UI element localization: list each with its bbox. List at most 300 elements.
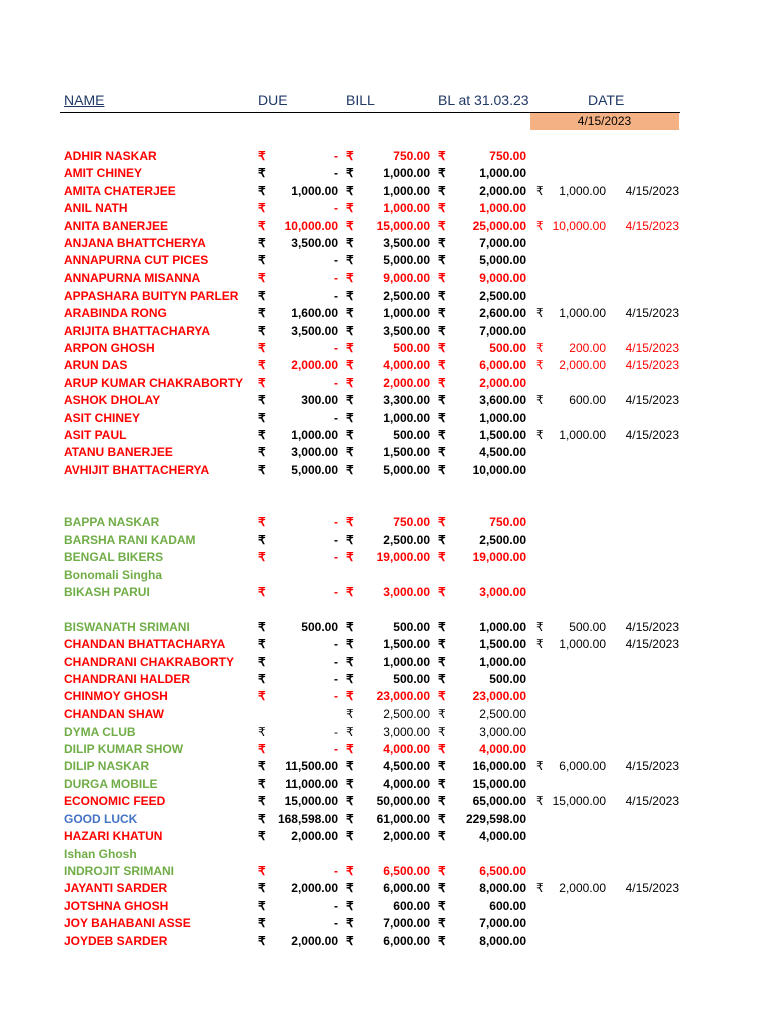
rupee-symbol: ₹ [258,463,266,477]
table-row [0,427,768,444]
row-due: - [334,672,338,686]
row-balance: 750.00 [489,515,526,529]
row-name: DILIP KUMAR SHOW [64,742,184,756]
row-name: BISWANATH SRIMANI [64,620,190,634]
rupee-symbol: ₹ [346,672,354,686]
row-due: 168,598.00 [277,812,338,826]
row-balance: 2,500.00 [479,289,526,303]
row-bill: 50,000.00 [376,794,430,808]
row-balance: 3,000.00 [479,725,526,739]
row-name: ASHOK DHOLAY [64,393,161,407]
row-paid: 500.00 [569,620,606,634]
rupee-symbol: ₹ [346,812,354,826]
row-paid: 2,000.00 [559,881,606,895]
rupee-symbol: ₹ [438,358,446,372]
rupee-symbol: ₹ [258,271,266,285]
row-balance: 25,000.00 [472,219,526,233]
rupee-symbol: ₹ [438,655,446,669]
row-name: ANJANA BHATTCHERYA [64,236,206,250]
rupee-symbol: ₹ [438,899,446,913]
row-name: DILIP NASKAR [64,759,150,773]
row-name: JAYANTI SARDER [64,881,168,895]
rupee-symbol: ₹ [438,184,446,198]
row-bill: 5,000.00 [383,463,430,477]
rupee-symbol: ₹ [258,411,266,425]
rupee-symbol: ₹ [438,463,446,477]
rupee-symbol: ₹ [258,725,266,739]
row-paid: 1,000.00 [559,184,606,198]
rupee-symbol: ₹ [258,759,266,773]
rupee-symbol: ₹ [438,672,446,686]
rupee-symbol: ₹ [346,742,354,756]
row-bill: 1,000.00 [383,184,430,198]
row-due: - [334,341,338,355]
table-row [0,758,768,775]
table-row [0,811,768,828]
row-due: - [334,533,338,547]
rupee-symbol: ₹ [346,934,354,948]
rupee-symbol: ₹ [438,324,446,338]
row-date: 4/15/2023 [625,341,679,355]
rupee-symbol: ₹ [258,515,266,529]
row-balance: 750.00 [489,149,526,163]
rupee-symbol: ₹ [438,166,446,180]
rupee-symbol: ₹ [438,515,446,529]
row-name: CHANDRANI CHAKRABORTY [64,655,234,669]
row-balance: 7,000.00 [479,236,526,250]
rupee-symbol: ₹ [346,166,354,180]
rupee-symbol: ₹ [258,289,266,303]
row-due: - [334,655,338,669]
row-bill: 2,500.00 [383,533,430,547]
row-balance: 2,600.00 [479,306,526,320]
rupee-symbol: ₹ [536,184,544,198]
rupee-symbol: ₹ [346,515,354,529]
rupee-symbol: ₹ [346,289,354,303]
row-name: CHINMOY GHOSH [64,689,168,703]
row-date: 4/15/2023 [625,428,679,442]
rupee-symbol: ₹ [438,550,446,564]
row-name: JOTSHNA GHOSH [64,899,169,913]
row-bill: 1,000.00 [383,166,430,180]
row-balance: 16,000.00 [472,759,526,773]
row-bill: 19,000.00 [376,550,430,564]
rupee-symbol: ₹ [346,864,354,878]
row-date: 4/15/2023 [625,358,679,372]
row-name: BIKASH PARUI [64,585,150,599]
table-row [0,340,768,357]
row-due: - [334,149,338,163]
rupee-symbol: ₹ [258,881,266,895]
row-bill: 1,500.00 [383,637,430,651]
rupee-symbol: ₹ [438,934,446,948]
table-row [0,514,768,531]
row-name: ATANU BANERJEE [64,445,173,459]
table-row [0,863,768,880]
row-balance: 23,000.00 [472,689,526,703]
row-balance: 15,000.00 [472,777,526,791]
row-balance: 7,000.00 [479,324,526,338]
row-bill: 2,500.00 [383,707,430,721]
row-due: 2,000.00 [291,881,338,895]
table-row [0,410,768,427]
row-bill: 9,000.00 [383,271,430,285]
rupee-symbol: ₹ [346,324,354,338]
row-balance: 8,000.00 [479,881,526,895]
table-row [0,688,768,705]
row-bill: 6,000.00 [383,934,430,948]
row-due: 1,600.00 [291,306,338,320]
rupee-symbol: ₹ [438,812,446,826]
row-due: 3,500.00 [291,324,338,338]
table-row [0,654,768,671]
row-name: ANITA BANERJEE [64,219,169,233]
rupee-symbol: ₹ [346,637,354,651]
rupee-symbol: ₹ [258,585,266,599]
table-row [0,288,768,305]
row-date: 4/15/2023 [625,637,679,651]
table-row [0,444,768,461]
row-bill: 5,000.00 [383,253,430,267]
row-due: 2,000.00 [291,358,338,372]
rupee-symbol: ₹ [258,672,266,686]
rupee-symbol: ₹ [346,358,354,372]
row-balance: 19,000.00 [472,550,526,564]
rupee-symbol: ₹ [438,271,446,285]
rupee-symbol: ₹ [258,219,266,233]
rupee-symbol: ₹ [438,411,446,425]
table-row [0,165,768,182]
rupee-symbol: ₹ [258,149,266,163]
row-balance: 1,500.00 [479,637,526,651]
row-balance: 9,000.00 [479,271,526,285]
row-bill: 7,000.00 [383,916,430,930]
rupee-symbol: ₹ [258,306,266,320]
rupee-symbol: ₹ [536,881,544,895]
row-bill: 6,500.00 [383,864,430,878]
table-row [0,846,768,863]
row-bill: 3,500.00 [383,324,430,338]
row-bill: 1,000.00 [383,201,430,215]
rupee-symbol: ₹ [438,881,446,895]
row-bill: 2,500.00 [383,289,430,303]
rupee-symbol: ₹ [346,253,354,267]
rupee-symbol: ₹ [438,864,446,878]
table-row [0,148,768,165]
row-name: CHANDRANI HALDER [64,672,190,686]
rupee-symbol: ₹ [438,759,446,773]
header-name: NAME [64,92,105,108]
table-row [0,235,768,252]
row-name: ASIT PAUL [64,428,127,442]
rupee-symbol: ₹ [438,253,446,267]
rupee-symbol: ₹ [346,428,354,442]
row-due: 1,000.00 [291,428,338,442]
row-due: - [334,515,338,529]
row-bill: 500.00 [393,428,430,442]
rupee-symbol: ₹ [346,341,354,355]
row-balance: 229,598.00 [465,812,526,826]
row-bill: 4,000.00 [383,742,430,756]
rupee-symbol: ₹ [438,201,446,215]
table-row [0,898,768,915]
rupee-symbol: ₹ [346,411,354,425]
row-name: ADHIR NASKAR [64,149,157,163]
rupee-symbol: ₹ [346,201,354,215]
rupee-symbol: ₹ [438,428,446,442]
table-row [0,741,768,758]
row-date: 4/15/2023 [625,393,679,407]
table-row [0,305,768,322]
table-row [0,793,768,810]
row-name: BAPPA NASKAR [64,515,160,529]
row-date: 4/15/2023 [625,306,679,320]
rupee-symbol: ₹ [258,533,266,547]
row-bill: 3,500.00 [383,236,430,250]
rupee-symbol: ₹ [258,742,266,756]
rupee-symbol: ₹ [258,201,266,215]
rupee-symbol: ₹ [438,829,446,843]
row-due: 3,500.00 [291,236,338,250]
rupee-symbol: ₹ [346,149,354,163]
row-name: ECONOMIC FEED [64,794,166,808]
row-balance: 1,000.00 [479,201,526,215]
rupee-symbol: ₹ [346,707,354,721]
rupee-symbol: ₹ [438,689,446,703]
rupee-symbol: ₹ [258,324,266,338]
row-name: AMIT CHINEY [64,166,142,180]
table-row [0,218,768,235]
rupee-symbol: ₹ [258,864,266,878]
row-due: 15,000.00 [284,794,338,808]
row-name: APPASHARA BUITYN PARLER [64,289,239,303]
row-paid: 1,000.00 [559,637,606,651]
row-name: ANNAPURNA CUT PICES [64,253,209,267]
row-name: BENGAL BIKERS [64,550,164,564]
row-balance: 1,000.00 [479,411,526,425]
row-due: 3,000.00 [291,445,338,459]
header-date-cell: 4/15/2023 [530,113,679,130]
rupee-symbol: ₹ [438,376,446,390]
rupee-symbol: ₹ [258,655,266,669]
table-row [0,462,768,479]
rupee-symbol: ₹ [258,341,266,355]
rupee-symbol: ₹ [438,533,446,547]
rupee-symbol: ₹ [258,358,266,372]
row-name: JOYDEB SARDER [64,934,168,948]
rupee-symbol: ₹ [346,899,354,913]
rupee-symbol: ₹ [258,376,266,390]
rupee-symbol: ₹ [346,533,354,547]
row-bill: 500.00 [393,341,430,355]
row-name: Ishan Ghosh [64,847,137,861]
rupee-symbol: ₹ [258,916,266,930]
row-paid: 10,000.00 [552,219,606,233]
rupee-symbol: ₹ [346,550,354,564]
row-due: - [334,899,338,913]
row-bill: 15,000.00 [376,219,430,233]
rupee-symbol: ₹ [438,393,446,407]
row-due: 11,000.00 [285,777,338,791]
rupee-symbol: ₹ [438,777,446,791]
row-balance: 8,000.00 [479,934,526,948]
rupee-symbol: ₹ [258,934,266,948]
table-row [0,567,768,584]
table-row [0,776,768,793]
rupee-symbol: ₹ [438,725,446,739]
row-name: BARSHA RANI KADAM [64,533,196,547]
row-balance: 6,500.00 [479,864,526,878]
rupee-symbol: ₹ [346,219,354,233]
rupee-symbol: ₹ [346,271,354,285]
row-name: ANNAPURNA MISANNA [64,271,201,285]
header-due: DUE [258,92,288,108]
row-name: CHANDAN BHATTACHARYA [64,637,226,651]
rupee-symbol: ₹ [258,812,266,826]
table-row [0,270,768,287]
rupee-symbol: ₹ [438,637,446,651]
rupee-symbol: ₹ [258,166,266,180]
row-due: - [334,201,338,215]
row-bill: 1,500.00 [383,445,430,459]
rupee-symbol: ₹ [346,794,354,808]
table-row [0,549,768,566]
rupee-symbol: ₹ [438,236,446,250]
rupee-symbol: ₹ [258,637,266,651]
rupee-symbol: ₹ [536,637,544,651]
row-paid: 15,000.00 [552,794,606,808]
row-bill: 500.00 [393,620,430,634]
row-due: - [334,253,338,267]
row-due: 5,000.00 [291,463,338,477]
row-bill: 1,000.00 [383,655,430,669]
row-balance: 3,000.00 [479,585,526,599]
table-row [0,584,768,601]
table-row [0,392,768,409]
table-row [0,915,768,932]
rupee-symbol: ₹ [438,916,446,930]
row-bill: 3,000.00 [383,725,430,739]
row-name: ARUP KUMAR CHAKRABORTY [64,376,244,390]
table-row [0,532,768,549]
row-due: - [334,742,338,756]
table-row [0,252,768,269]
row-due: 10,000.00 [284,219,338,233]
row-name: ARIJITA BHATTACHARYA [64,324,210,338]
rupee-symbol: ₹ [438,149,446,163]
header-bl: BL at 31.03.23 [438,92,529,108]
table-row [0,200,768,217]
row-due: - [334,916,338,930]
row-due: 1,000.00 [291,184,338,198]
row-bill: 4,000.00 [383,777,430,791]
row-paid: 6,000.00 [559,759,606,773]
row-bill: 750.00 [393,149,430,163]
row-date: 4/15/2023 [625,759,679,773]
rupee-symbol: ₹ [258,445,266,459]
rupee-symbol: ₹ [346,620,354,634]
rupee-symbol: ₹ [258,550,266,564]
row-due: - [334,166,338,180]
row-balance: 1,500.00 [479,428,526,442]
row-balance: 2,000.00 [479,184,526,198]
rupee-symbol: ₹ [438,289,446,303]
rupee-symbol: ₹ [346,236,354,250]
row-due: - [334,550,338,564]
row-balance: 2,500.00 [479,533,526,547]
row-date: 4/15/2023 [625,219,679,233]
rupee-symbol: ₹ [346,759,354,773]
row-name: ARUN DAS [64,358,128,372]
rupee-symbol: ₹ [536,620,544,634]
rupee-symbol: ₹ [258,777,266,791]
table-row [0,671,768,688]
rupee-symbol: ₹ [346,829,354,843]
row-balance: 500.00 [489,341,526,355]
row-name: Bonomali Singha [64,568,163,582]
rupee-symbol: ₹ [438,445,446,459]
row-bill: 61,000.00 [376,812,430,826]
row-balance: 7,000.00 [479,916,526,930]
row-due: - [334,271,338,285]
row-date: 4/15/2023 [625,184,679,198]
row-bill: 3,300.00 [383,393,430,407]
row-name: ARABINDA RONG [64,306,167,320]
row-balance: 1,000.00 [479,620,526,634]
row-due: - [334,289,338,303]
rupee-symbol: ₹ [536,306,544,320]
row-balance: 10,000.00 [472,463,526,477]
row-name: GOOD LUCK [64,812,138,826]
row-bill: 3,000.00 [383,585,430,599]
rupee-symbol: ₹ [536,341,544,355]
row-bill: 4,500.00 [383,759,430,773]
table-row [0,323,768,340]
row-bill: 500.00 [393,672,430,686]
rupee-symbol: ₹ [438,620,446,634]
row-name: ARPON GHOSH [64,341,155,355]
table-row [0,183,768,200]
row-due: - [334,376,338,390]
row-name: INDROJIT SRIMANI [64,864,175,878]
rupee-symbol: ₹ [346,463,354,477]
row-bill: 2,000.00 [383,829,430,843]
row-bill: 6,000.00 [383,881,430,895]
row-bill: 600.00 [393,899,430,913]
row-name: AMITA CHATERJEE [64,184,176,198]
row-due: 500.00 [301,620,338,634]
rupee-symbol: ₹ [346,585,354,599]
table-row [0,828,768,845]
row-balance: 500.00 [489,672,526,686]
row-due: - [334,637,338,651]
row-bill: 4,000.00 [383,358,430,372]
row-balance: 1,000.00 [479,166,526,180]
row-name: DYMA CLUB [64,725,136,739]
rupee-symbol: ₹ [438,341,446,355]
row-due: 300.00 [301,393,338,407]
row-bill: 750.00 [393,515,430,529]
row-name: HAZARI KHATUN [64,829,163,843]
row-due: 2,000.00 [291,934,338,948]
row-balance: 3,600.00 [479,393,526,407]
rupee-symbol: ₹ [346,184,354,198]
row-paid: 2,000.00 [559,358,606,372]
rupee-symbol: ₹ [536,358,544,372]
row-balance: 4,500.00 [479,445,526,459]
row-bill: 1,000.00 [383,306,430,320]
table-row [0,706,768,723]
